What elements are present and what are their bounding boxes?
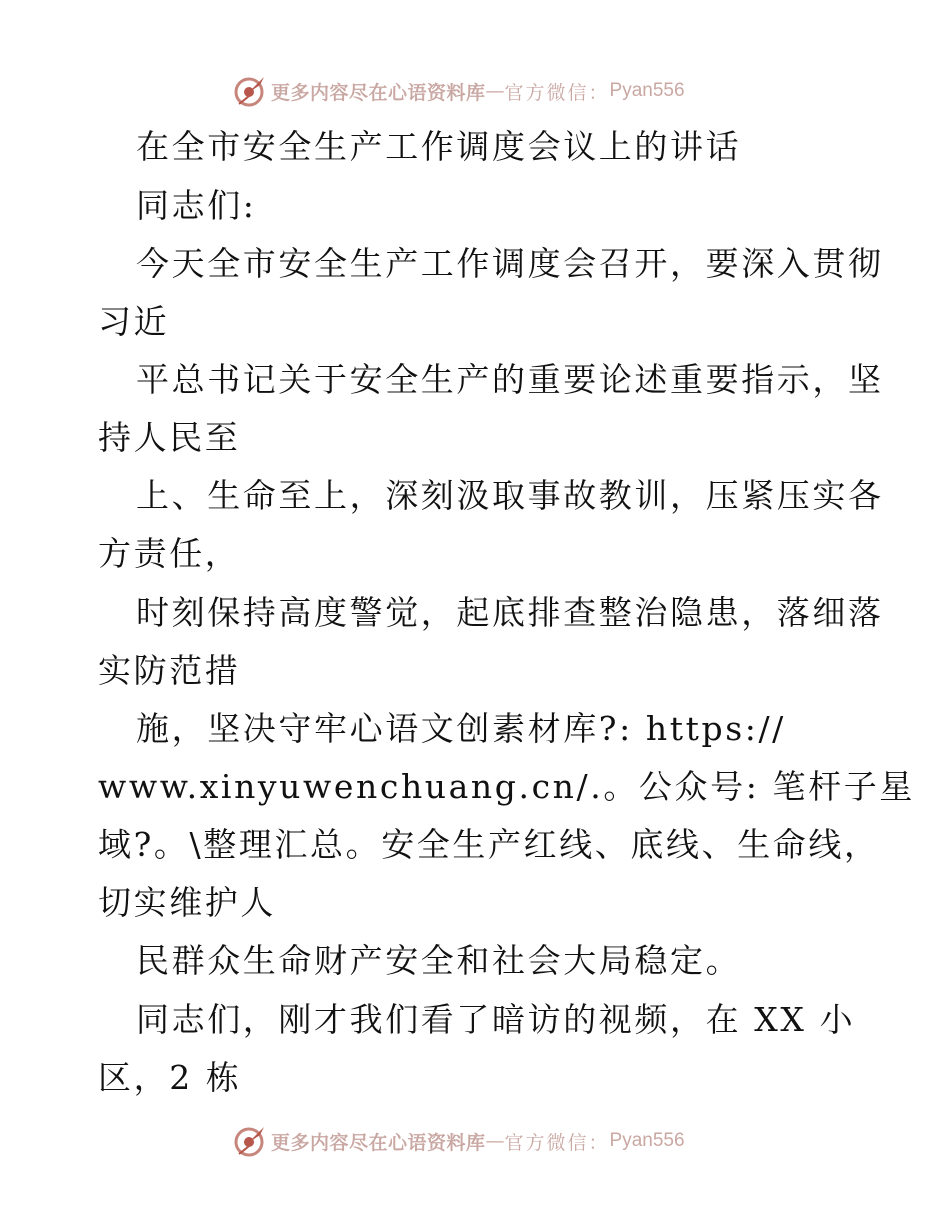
doc-title: 在全市安全生产工作调度会议上的讲话: [136, 127, 742, 166]
quill-logo-icon: [233, 74, 267, 108]
doc-line: www.xinyuwenchuang.cn/.。公众号: 笔杆子星: [98, 767, 915, 806]
doc-line: 域?。\整理汇总。安全生产红线、底线、生命线，: [98, 825, 880, 864]
doc-line: 上、生命至上，深刻汲取事故教训，压紧压实各: [136, 476, 884, 515]
doc-line: 持人民至: [98, 418, 241, 457]
footer-wechat-label: 官方微信：: [504, 1131, 610, 1154]
header-dash: —: [485, 80, 505, 102]
doc-line: 方责任，: [98, 534, 241, 573]
header-watermark: [233, 73, 685, 109]
doc-line: 民群众生命财产安全和社会大局稳定。: [136, 941, 742, 980]
doc-line: 施，坚决守牢心语文创素材库?: https://: [136, 709, 786, 748]
footer-site-name: 更多内容尽在心语资料库: [271, 1131, 486, 1154]
footer-dash: —: [485, 1130, 505, 1152]
footer-watermark: [233, 1123, 685, 1159]
doc-line: 同志们，刚才我们看了暗访的视频，在 XX 小: [136, 1000, 856, 1039]
doc-line: 切实维护人: [98, 883, 276, 922]
doc-line: 今天全市安全生产工作调度会召开，要深入贯彻: [136, 244, 884, 283]
header-wechat-label: 官方微信：: [504, 81, 610, 104]
header-site-name: 更多内容尽在心语资料库: [271, 81, 486, 104]
header-wechat-id: Pyan556: [609, 80, 685, 101]
doc-line: 时刻保持高度警觉，起底排查整治隐患，落细落: [136, 593, 884, 632]
footer-wechat-id: Pyan556: [609, 1130, 685, 1151]
quill-logo-icon: [233, 1124, 267, 1158]
doc-line: 区，2 栋: [98, 1058, 242, 1097]
salutation: 同志们:: [136, 186, 257, 225]
doc-line: 习近: [98, 302, 170, 341]
doc-line: 平总书记关于安全生产的重要论述重要指示，坚: [136, 360, 884, 399]
doc-line: 实防范措: [98, 651, 241, 690]
